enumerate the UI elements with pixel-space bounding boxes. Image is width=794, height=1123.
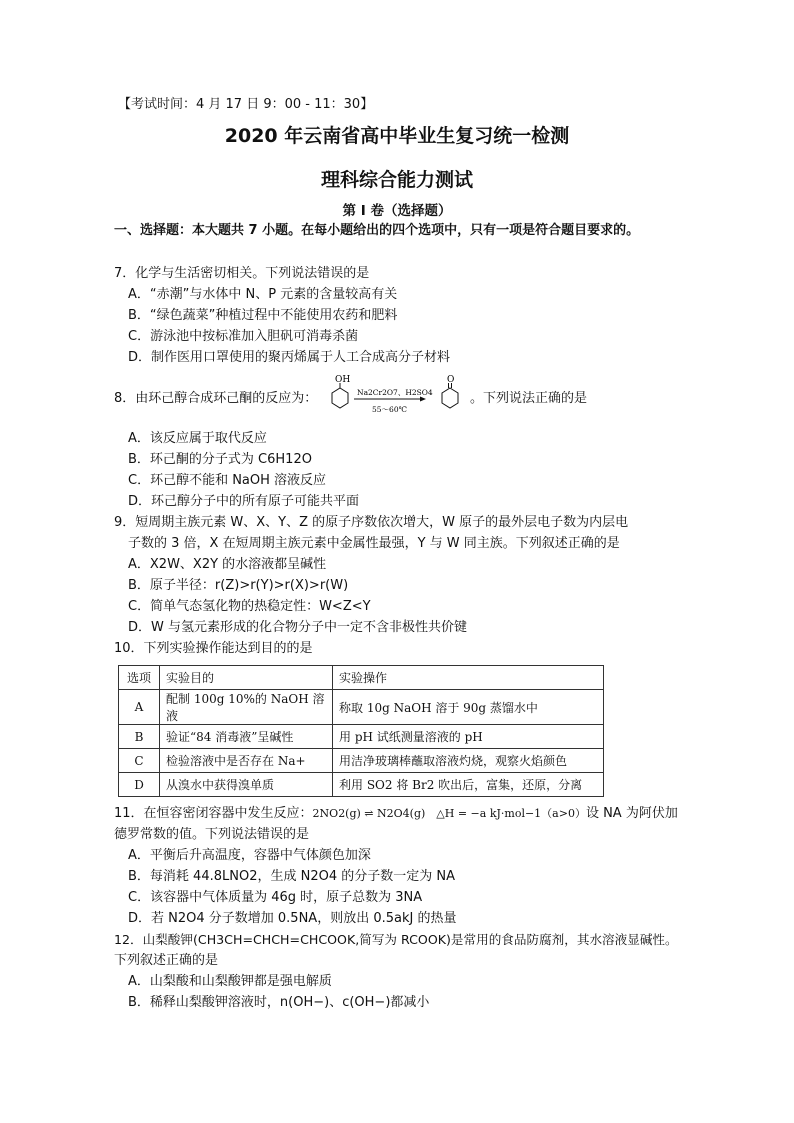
q7-option-a: A．“赤潮”与水体中 N、P 元素的含量较高有关 <box>128 287 398 302</box>
q9-stem-line1: 9．短周期主族元素 W、X、Y、Z 的原子序数依次增大，W 原子的最外层电子数为内层电 <box>114 515 629 530</box>
q11-option-a: A．平衡后升高温度，容器中气体颜色加深 <box>128 848 371 863</box>
q7-option-d: D．制作医用口罩使用的聚丙烯属于人工合成高分子材料 <box>128 350 451 365</box>
q11-option-c: C．该容器中气体质量为 46g 时，原子总数为 3NA <box>128 890 423 905</box>
table-row <box>119 725 604 749</box>
table-row <box>119 749 604 773</box>
q9-option-b: B．原子半径：r(Z)>r(Y)>r(X)>r(W) <box>128 578 349 593</box>
q8-option-a: A．该反应属于取代反应 <box>128 431 267 446</box>
table-header-goal: 实验目的 <box>160 666 333 690</box>
q8-stem-post: 。下列说法正确的是 <box>470 391 588 406</box>
q11-option-d: D．若 N2O4 分子数增加 0.5NA，则放出 0.5akJ 的热量 <box>128 911 457 926</box>
q11-equation: 2NO2(g) ⇌ N2O4(g) △H = −a kJ·mol−1（a>0） <box>312 807 586 820</box>
oh-label: OH <box>335 375 351 385</box>
q9-stem-line2: 子数的 3 倍，X 在短周期主族元素中金属性最强，Y 与 W 同主族。下列叙述正确的是 <box>128 536 620 551</box>
section-instruction: 一、选择题：本大题共 7 小题。在每小题给出的四个选项中，只有一项是符合题目要求的。 <box>114 223 640 238</box>
table-cell-option: D <box>119 773 160 797</box>
q12-option-b: B．稀释山梨酸钾溶液时，n(OH−)、c(OH−)都减小 <box>128 995 430 1010</box>
q11-stem-pre: 11．在恒容密闭容器中发生反应： <box>114 806 313 821</box>
table-cell-goal: 检验溶液中是否存在 Na+ <box>160 749 333 773</box>
q11-stem-post: 设 NA 为阿伏加 <box>585 806 678 821</box>
table-cell-option: B <box>119 725 160 749</box>
table-row <box>119 690 604 725</box>
q11-stem-line1 <box>114 805 678 823</box>
q7-stem: 7．化学与生活密切相关。下列说法错误的是 <box>114 266 370 281</box>
table-header-option: 选项 <box>119 666 160 690</box>
q12-stem-line1: 12．山梨酸钾(CH3CH=CHCH=CHCOOK,简写为 RCOOK)是常用的食品防腐剂，其水溶液显碱性。 <box>114 932 678 947</box>
q9-option-c: C．简单气态氢化物的热稳定性：W<Z<Y <box>128 599 371 614</box>
q11-option-b: B．每消耗 44.8LNO2，生成 N2O4 的分子数一定为 NA <box>128 869 455 884</box>
q10-stem: 10．下列实验操作能达到目的的是 <box>114 641 313 656</box>
q12-option-a: A．山梨酸和山梨酸钾都是强电解质 <box>128 974 332 989</box>
q7-option-b: B．“绿色蔬菜”种植过程中不能使用农药和肥料 <box>128 308 398 323</box>
q9-option-a: A．X2W、X2Y 的水溶液都呈碱性 <box>128 557 327 572</box>
table-cell-operation: 用洁净玻璃棒蘸取溶液灼烧，观察火焰颜色 <box>333 749 604 773</box>
reagent-top: Na2Cr2O7、H2SO4 <box>357 388 433 397</box>
q8-option-b: B．环己酮的分子式为 C6H12O <box>128 452 312 467</box>
reagent-bottom: 55～60℃ <box>372 405 407 414</box>
table-cell-option: A <box>119 690 160 725</box>
q8-option-d: D．环己醇分子中的所有原子可能共平面 <box>128 494 360 509</box>
table-cell-option: C <box>119 749 160 773</box>
table-cell-operation: 利用 SO2 将 Br2 吹出后，富集，还原，分离 <box>333 773 604 797</box>
table-row <box>119 773 604 797</box>
table-cell-operation: 用 pH 试纸测量溶液的 pH <box>333 725 604 749</box>
q9-option-d: D．W 与氢元素形成的化合物分子中一定不含非极性共价键 <box>128 620 467 635</box>
table-cell-goal: 配制 100g 10%的 NaOH 溶液 <box>160 690 333 725</box>
reaction-scheme <box>322 372 470 418</box>
q12-stem-line2: 下列叙述正确的是 <box>114 953 219 968</box>
table-cell-operation: 称取 10g NaOH 溶于 90g 蒸馏水中 <box>333 690 604 725</box>
exam-time: 【考试时间：4 月 17 日 9：00 - 11：30】 <box>118 97 374 112</box>
exam-title: 2020 年云南省高中毕业生复习统一检测 <box>224 125 570 147</box>
table-header-operation: 实验操作 <box>333 666 604 690</box>
volume-title: 第 I 卷（选择题） <box>342 203 452 219</box>
table-cell-goal: 从溴水中获得溴单质 <box>160 773 333 797</box>
o-label: O <box>447 375 455 385</box>
q11-stem-line2: 德罗常数的值。下列说法错误的是 <box>114 827 310 842</box>
q8-option-c: C．环己醇不能和 NaOH 溶液反应 <box>128 473 327 488</box>
table-header-row <box>119 666 604 690</box>
q8-stem-pre: 8．由环己醇合成环己酮的反应为： <box>114 391 318 406</box>
table-cell-goal: 验证“84 消毒液”呈碱性 <box>160 725 333 749</box>
experiment-table <box>118 665 604 797</box>
subject-title: 理科综合能力测试 <box>320 169 473 191</box>
q7-option-c: C．游泳池中按标准加入胆矾可消毒杀菌 <box>128 329 359 344</box>
